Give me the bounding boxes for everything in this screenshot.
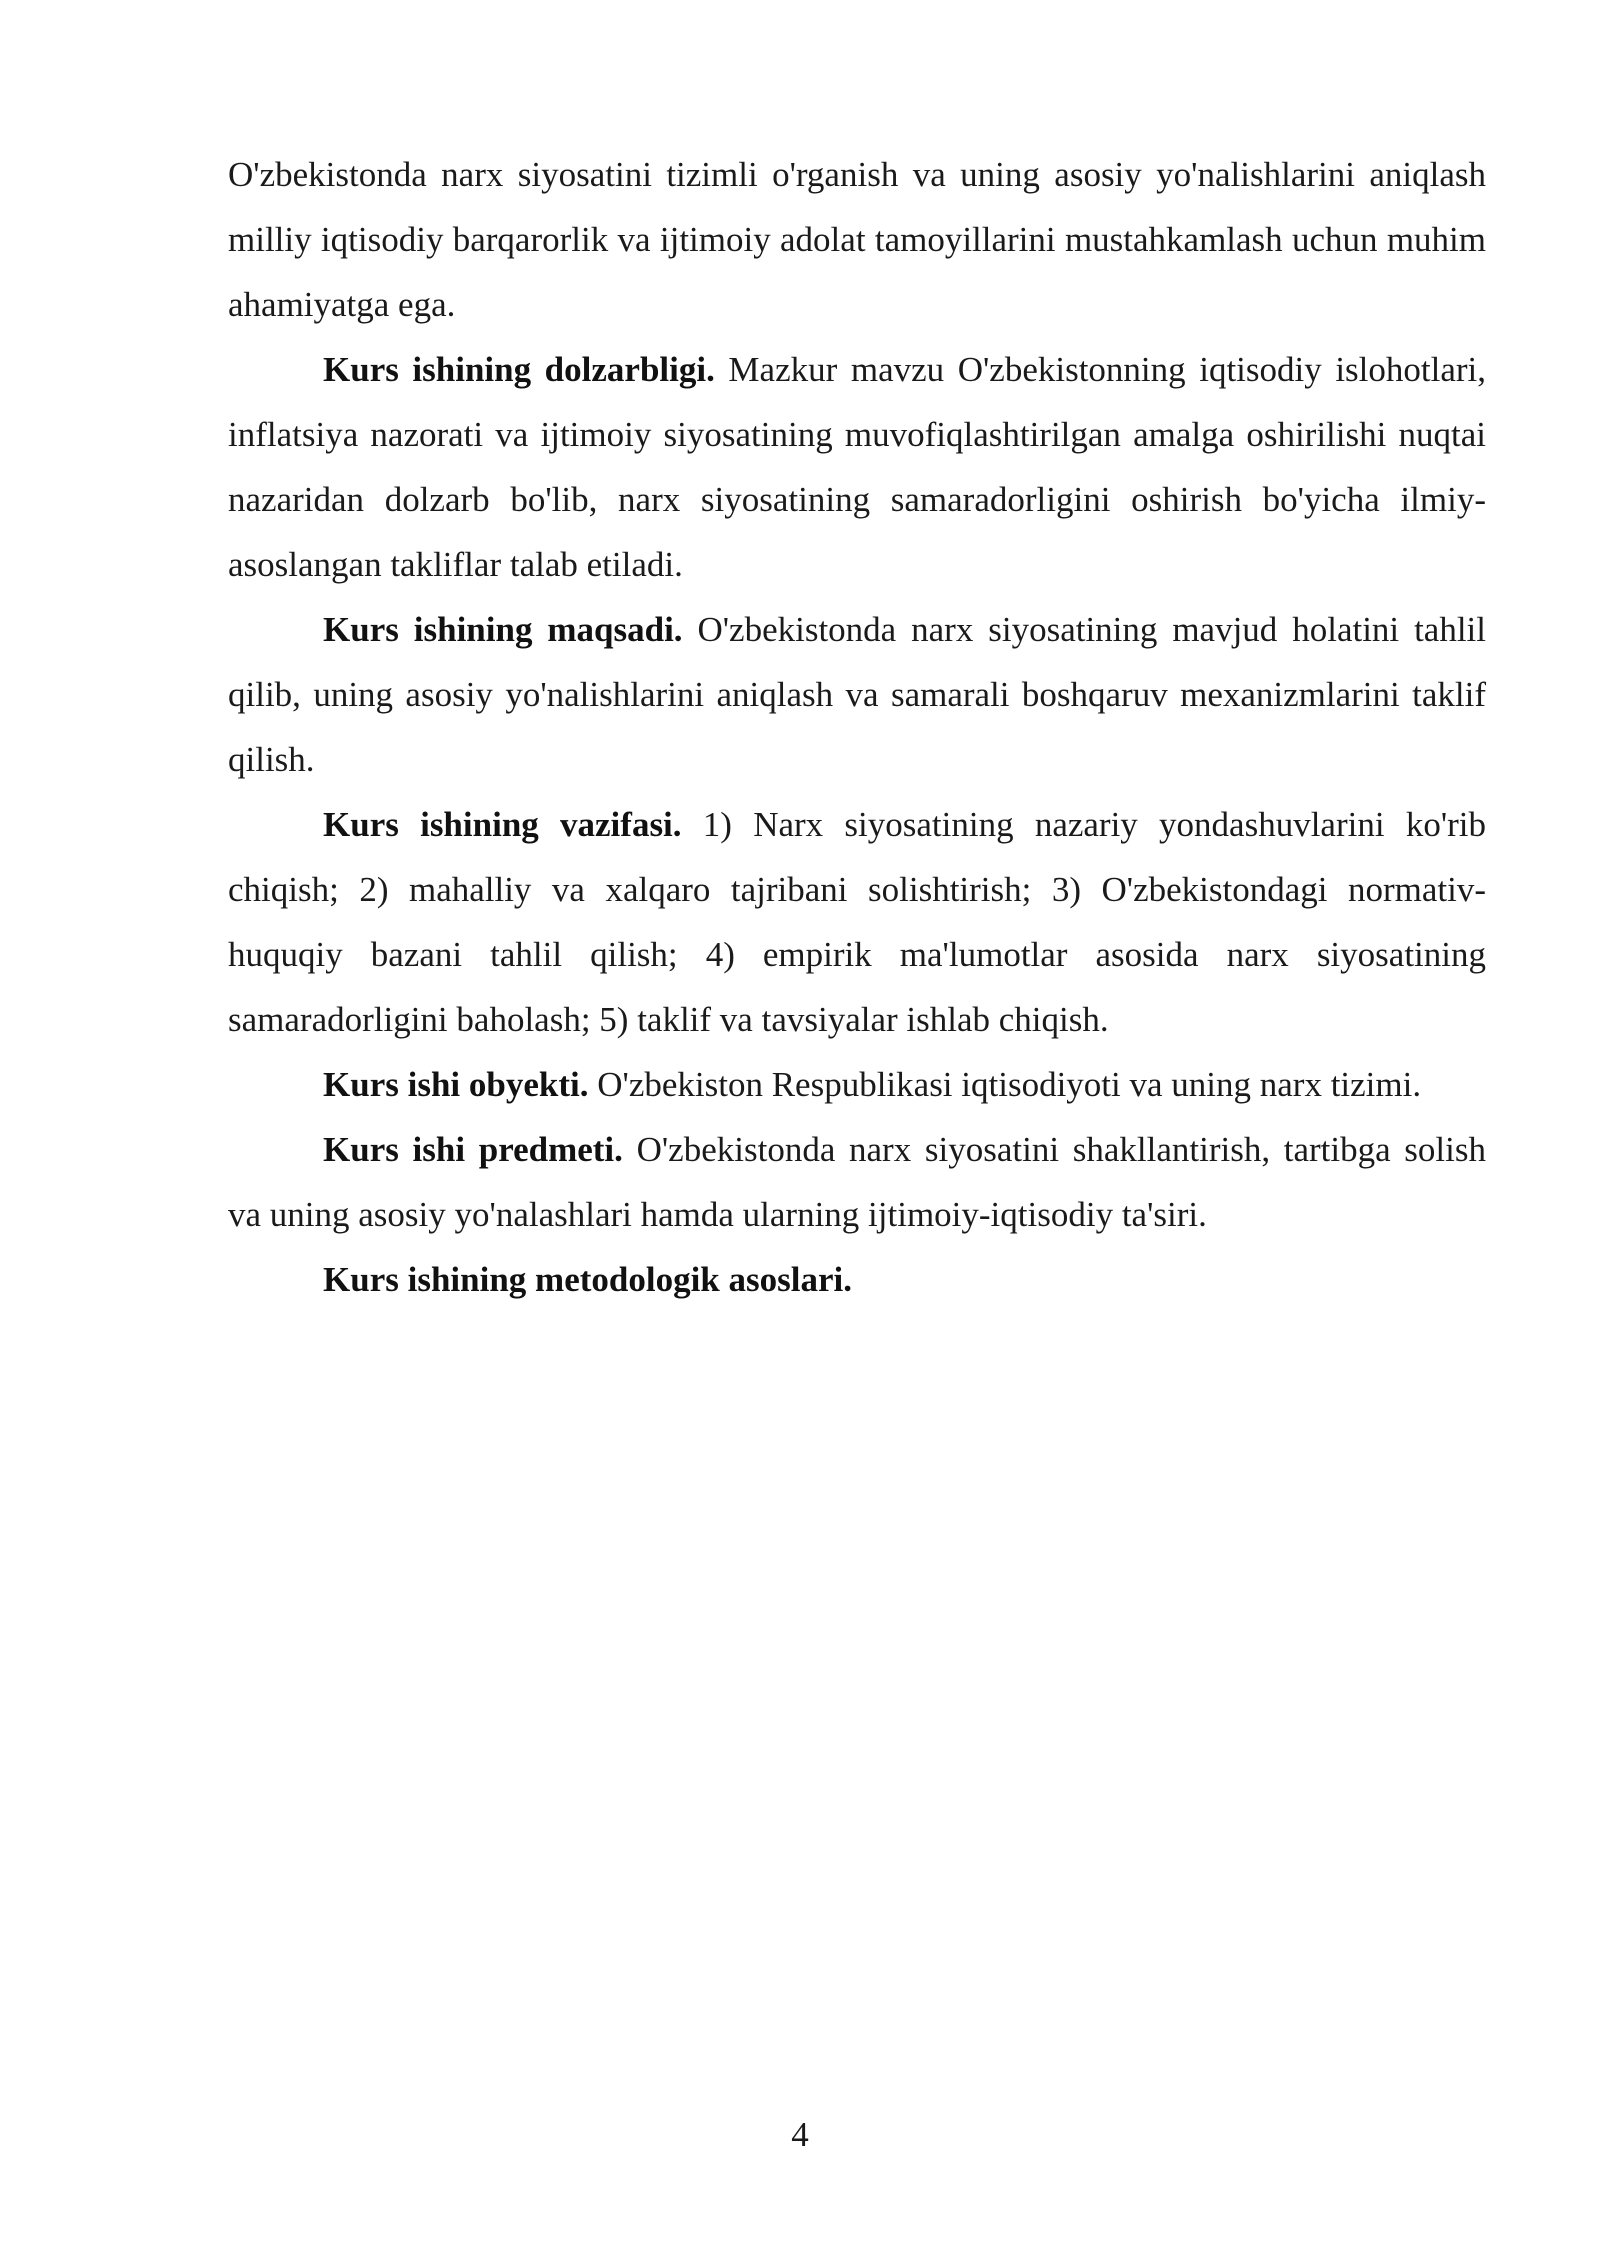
paragraph-heading: Kurs ishining maqsadi. xyxy=(323,610,683,649)
paragraph-relevance xyxy=(228,337,1486,597)
document-body xyxy=(228,142,1486,1312)
paragraph-goal xyxy=(228,597,1486,792)
paragraph-text: O'zbekistonda narx siyosatini shakllantirish, tartibga solish va uning asosiy yo'nalashlari hamda ularning ijtimoiy-iqtisodiy ta'siri. xyxy=(228,1130,1486,1234)
paragraph-text: O'zbekistonda narx siyosatini tizimli o'rganish va uning asosiy yo'nalishlarini aniqlash milliy iqtisodiy barqarorlik va ijtimoiy adolat tamoyillarini mustahkamlash uchun muhim ahamiyatga ega. xyxy=(228,155,1486,324)
paragraph-heading: Kurs ishi obyekti. xyxy=(323,1065,589,1104)
paragraph-heading: Kurs ishining dolzarbligi. xyxy=(323,350,715,389)
paragraph-text: Mazkur mavzu O'zbekistonning iqtisodiy islohotlari, inflatsiya nazorati va ijtimoiy siyosatining muvofiqlashtirilgan amalga oshirilishi nuqtai nazaridan dolzarb bo'lib, narx siyosatining samaradorligini oshirish bo'yicha ilmiy-asoslangan takliflar talab etiladi. xyxy=(228,350,1487,584)
paragraph-heading: Kurs ishi predmeti. xyxy=(323,1130,623,1169)
paragraph-heading: Kurs ishining vazifasi. xyxy=(323,805,682,844)
paragraph-tasks xyxy=(228,792,1486,1052)
page-number: 4 xyxy=(791,2115,809,2154)
paragraph-intro xyxy=(228,142,1486,337)
paragraph-text: O'zbekiston Respublikasi iqtisodiyoti va uning narx tizimi. xyxy=(588,1065,1422,1104)
paragraph-text: 1) Narx siyosatining nazariy yondashuvlarini ko'rib chiqish; 2) mahalliy va xalqaro tajribani solishtirish; 3) O'zbekistondagi normativ-huquqiy bazani tahlil qilish; 4) empirik ma'lumotlar asosida narx siyosatining samaradorligini baholash; 5) taklif va tavsiyalar ishlab chiqish. xyxy=(228,805,1487,1039)
paragraph-subject xyxy=(228,1117,1486,1247)
paragraph-methodology xyxy=(228,1247,1486,1312)
paragraph-text: O'zbekistonda narx siyosatining mavjud holatini tahlil qilib, uning asosiy yo'nalishlarini aniqlash va samarali boshqaruv mexanizmlarini taklif qilish. xyxy=(228,610,1486,779)
paragraph-heading: Kurs ishining metodologik asoslari. xyxy=(323,1260,852,1299)
paragraph-object xyxy=(228,1052,1486,1117)
